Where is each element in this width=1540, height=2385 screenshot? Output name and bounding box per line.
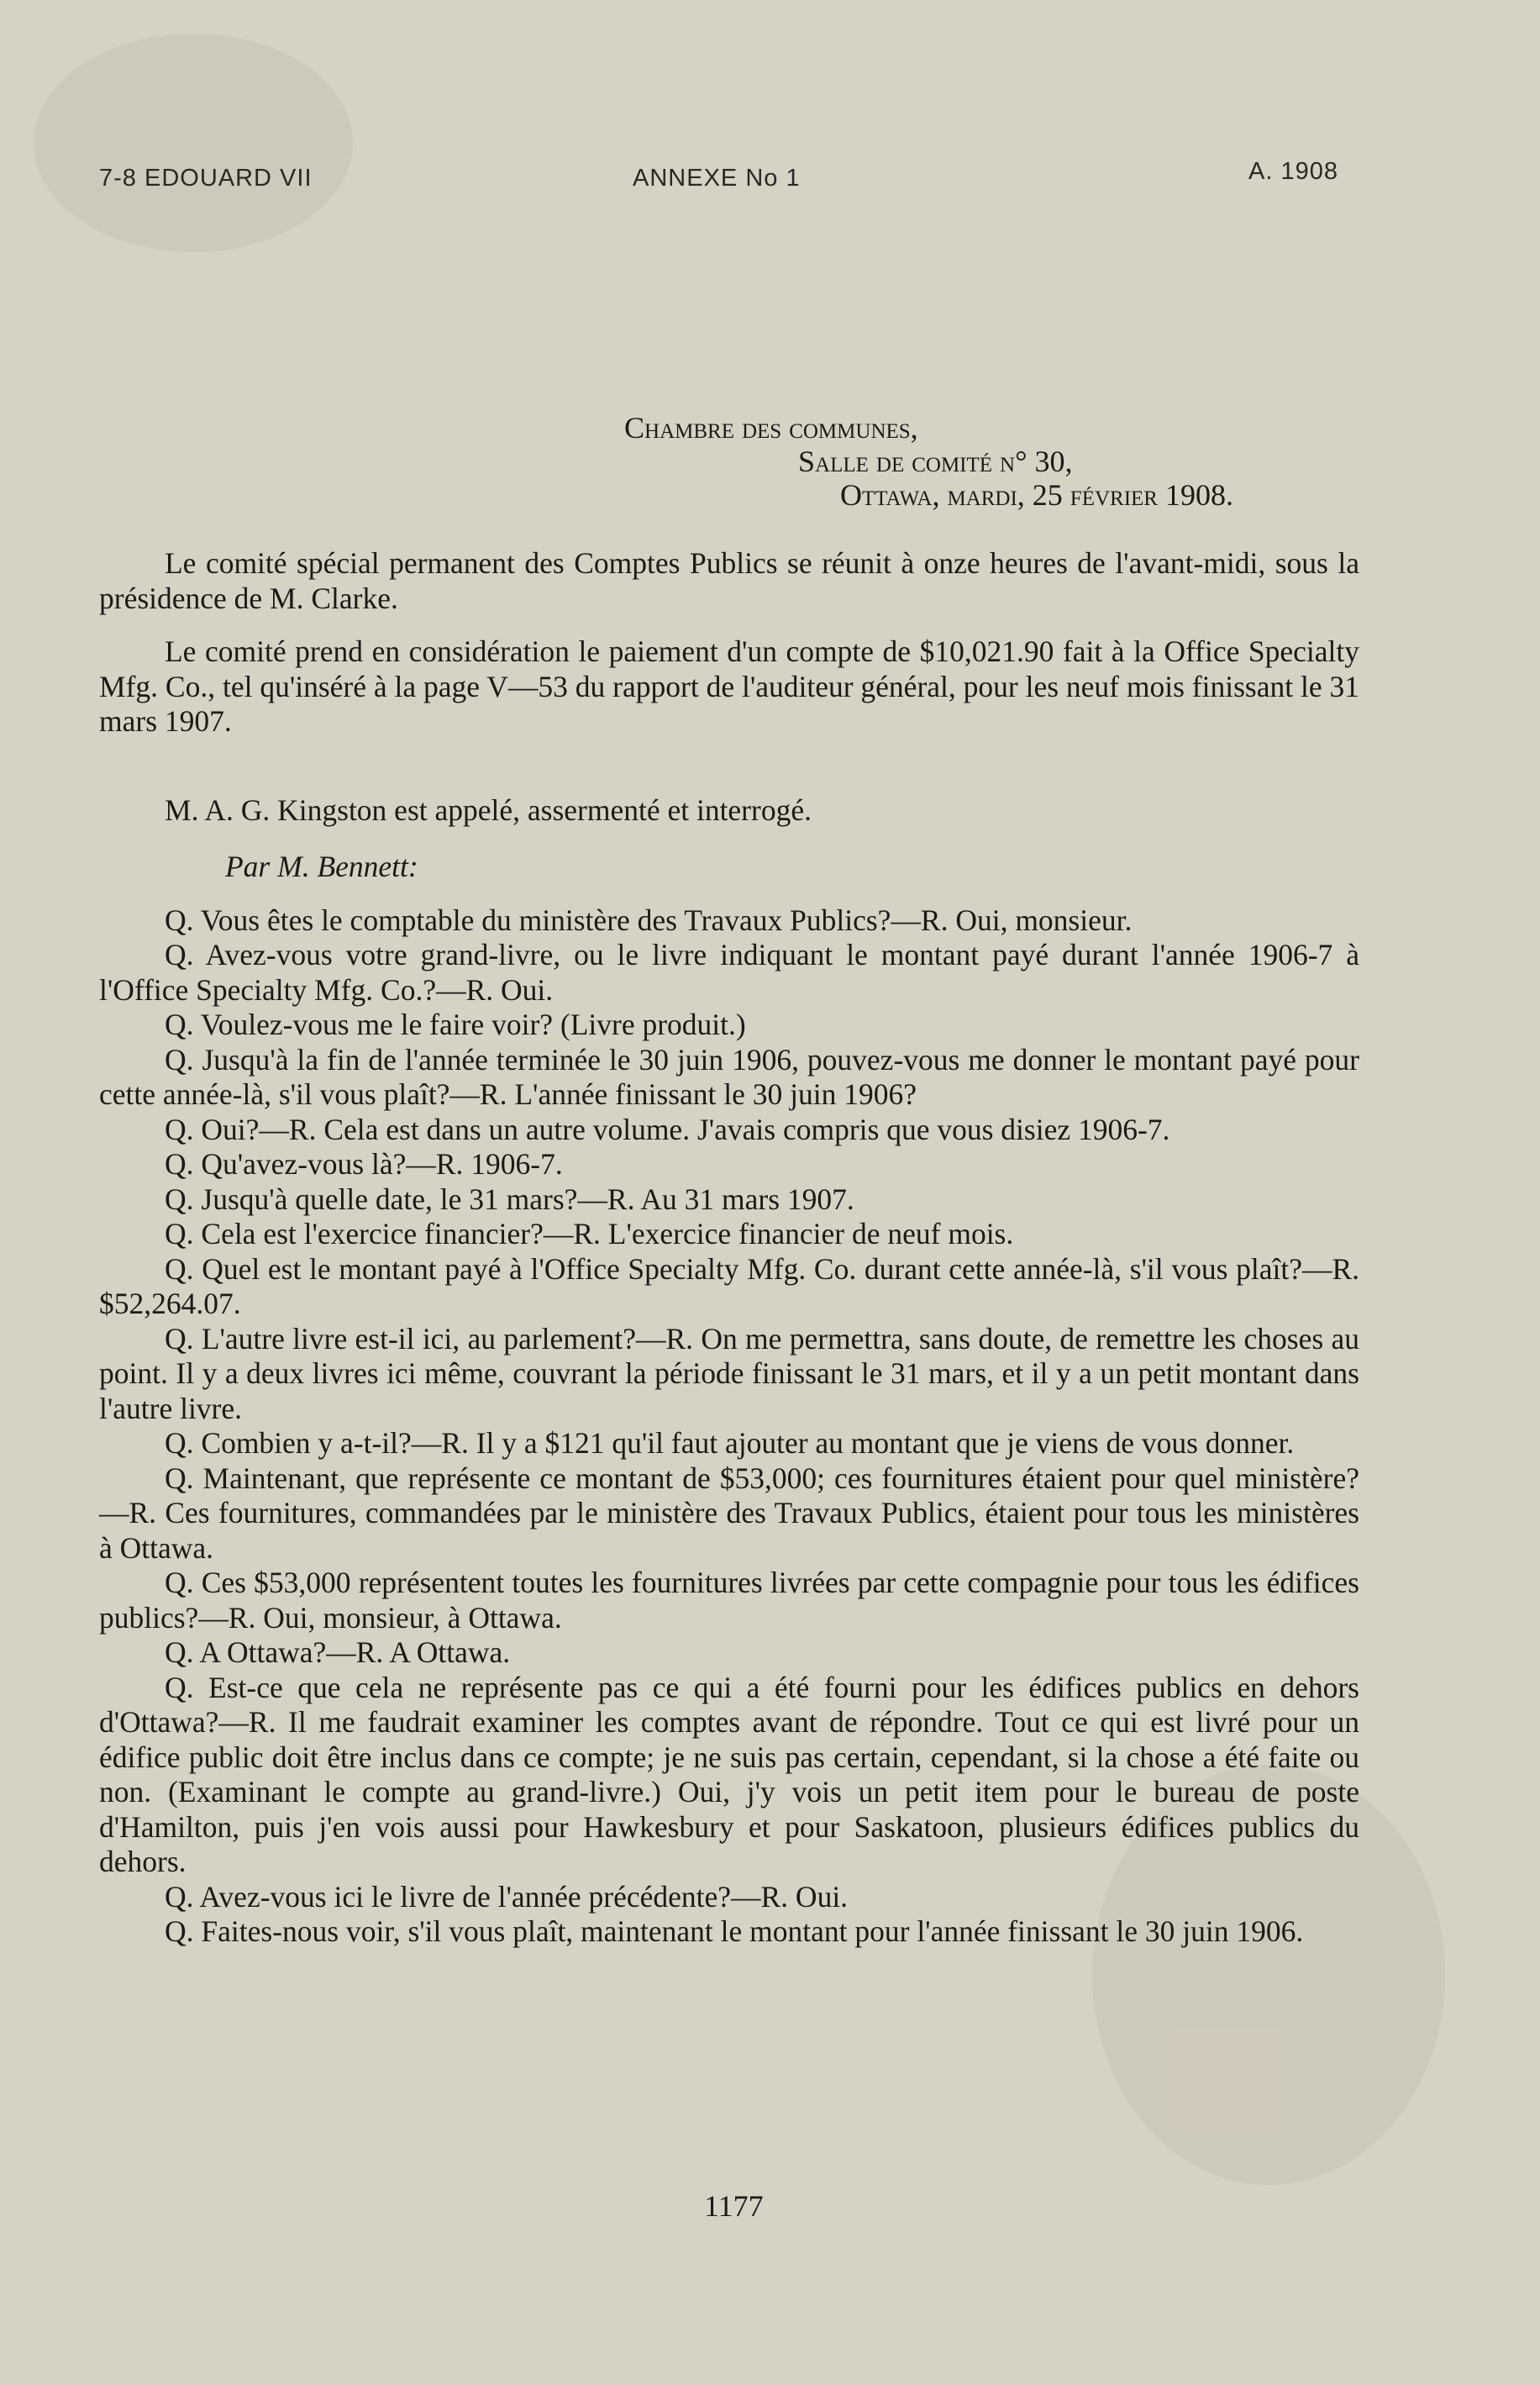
qa-item: Q. Voulez-vous me le faire voir? (Livre produit.) (165, 1008, 746, 1041)
qa-item: Q. Ces $53,000 représentent toutes les fournitures livrées par cette compagnie pour tous les édifices publics?—R. Oui, monsieur, à Ottawa. (99, 1566, 1359, 1635)
qa-item: Q. A Ottawa?—R. A Ottawa. (165, 1635, 511, 1669)
page-number: 1177 (704, 2189, 764, 2223)
document-body (99, 546, 1359, 1950)
dateline-chamber: Chambre des communes, (624, 411, 918, 445)
testimony (99, 903, 1359, 1950)
qa-item: Q. Maintenant, que représente ce montant de $53,000; ces fournitures étaient pour quel ministère?—R. Ces fournitures, commandées par le ministère des Travaux Publics, étaient pour tous les ministères à Ottawa. (99, 1461, 1359, 1565)
qa-item: Q. Est-ce que cela ne représente pas ce qui a été fourni pour les édifices publics en dehors d'Ottawa?—R. Il me faudrait examiner les comptes avant de répondre. Tout ce qui est livré pour un édifice public doit être inclus dans ce compte; je ne suis pas certain, cependant, si la chose a été faite ou non. (Examinant le compte au grand-livre.) Oui, j'y vois un petit item pour le bureau de poste d'Hamilton, puis j'en vois aussi pour Hawkesbury et pour Saskatoon, plusieurs édifices publics du dehors. (99, 1670, 1359, 1878)
qa-item: Q. Avez-vous ici le livre de l'année précédente?—R. Oui. (165, 1879, 849, 1914)
dateline-room: Salle de comité n° 30, (798, 445, 1073, 478)
header-right: A. 1908 (1248, 158, 1338, 185)
qa-item: Q. L'autre livre est-il ici, au parlement?—R. On me permettra, sans doute, de remettre les choses au point. Il y a deux livres ici même, couvrant la période finissant le 31 mars, et il y a un petit montant dans l'autre livre. (99, 1321, 1359, 1425)
qa-item: Q. Qu'avez-vous là?—R. 1906-7. (165, 1147, 563, 1181)
header-left: 7-8 EDOUARD VII (99, 165, 313, 192)
dateline-date: Ottawa, mardi, 25 février 1908. (840, 478, 1233, 512)
paper-stain (34, 34, 353, 252)
qa-item: Q. Jusqu'à quelle date, le 31 mars?—R. Au 31 mars 1907. (165, 1182, 854, 1216)
qa-item: Q. Combien y a-t-il?—R. Il y a $121 qu'il faut ajouter au montant que je viens de vous donner. (165, 1426, 1295, 1460)
account-paragraph: Le comité prend en considération le paiement d'un compte de $10,021.90 fait à la Office Specialty Mfg. Co., tel qu'inséré à la page V—53 du rapport de l'auditeur général, pour les neuf mois finissant le 31 mars 1907. (99, 634, 1359, 738)
qa-item: Q. Cela est l'exercice financier?—R. L'exercice financier de neuf mois. (165, 1217, 1014, 1250)
qa-item: Q. Oui?—R. Cela est dans un autre volume. J'avais compris que vous disiez 1906-7. (165, 1112, 1170, 1146)
qa-item: Q. Quel est le montant payé à l'Office Specialty Mfg. Co. durant cette année-là, s'il vous plaît?—R. $52,264.07. (99, 1251, 1359, 1320)
opening-paragraph: Le comité spécial permanent des Comptes Publics se réunit à onze heures de l'avant-midi, sous la présidence de M. Clarke. (99, 546, 1359, 615)
witness-line: M. A. G. Kingston est appelé, assermenté et interrogé. (165, 792, 812, 827)
qa-item: Q. Vous êtes le comptable du ministère des Travaux Publics?—R. Oui, monsieur. (165, 903, 1133, 937)
qa-item: Q. Jusqu'à la fin de l'année terminée le 30 juin 1906, pouvez-vous me donner le montant payé pour cette année-là, s'il vous plaît?—R. L'année finissant le 30 juin 1906? (99, 1042, 1359, 1111)
header-center: ANNEXE No 1 (633, 165, 801, 192)
running-header (99, 158, 1359, 205)
qa-item: Q. Faites-nous voir, s'il vous plaît, maintenant le montant pour l'année finissant le 30 juin 1906. (165, 1914, 1304, 1948)
examiner-line: Par M. Bennett: (225, 850, 418, 883)
qa-item: Q. Avez-vous votre grand-livre, ou le livre indiquant le montant payé durant l'année 1906-7 à l'Office Specialty Mfg. Co.?—R. Oui. (99, 938, 1359, 1007)
